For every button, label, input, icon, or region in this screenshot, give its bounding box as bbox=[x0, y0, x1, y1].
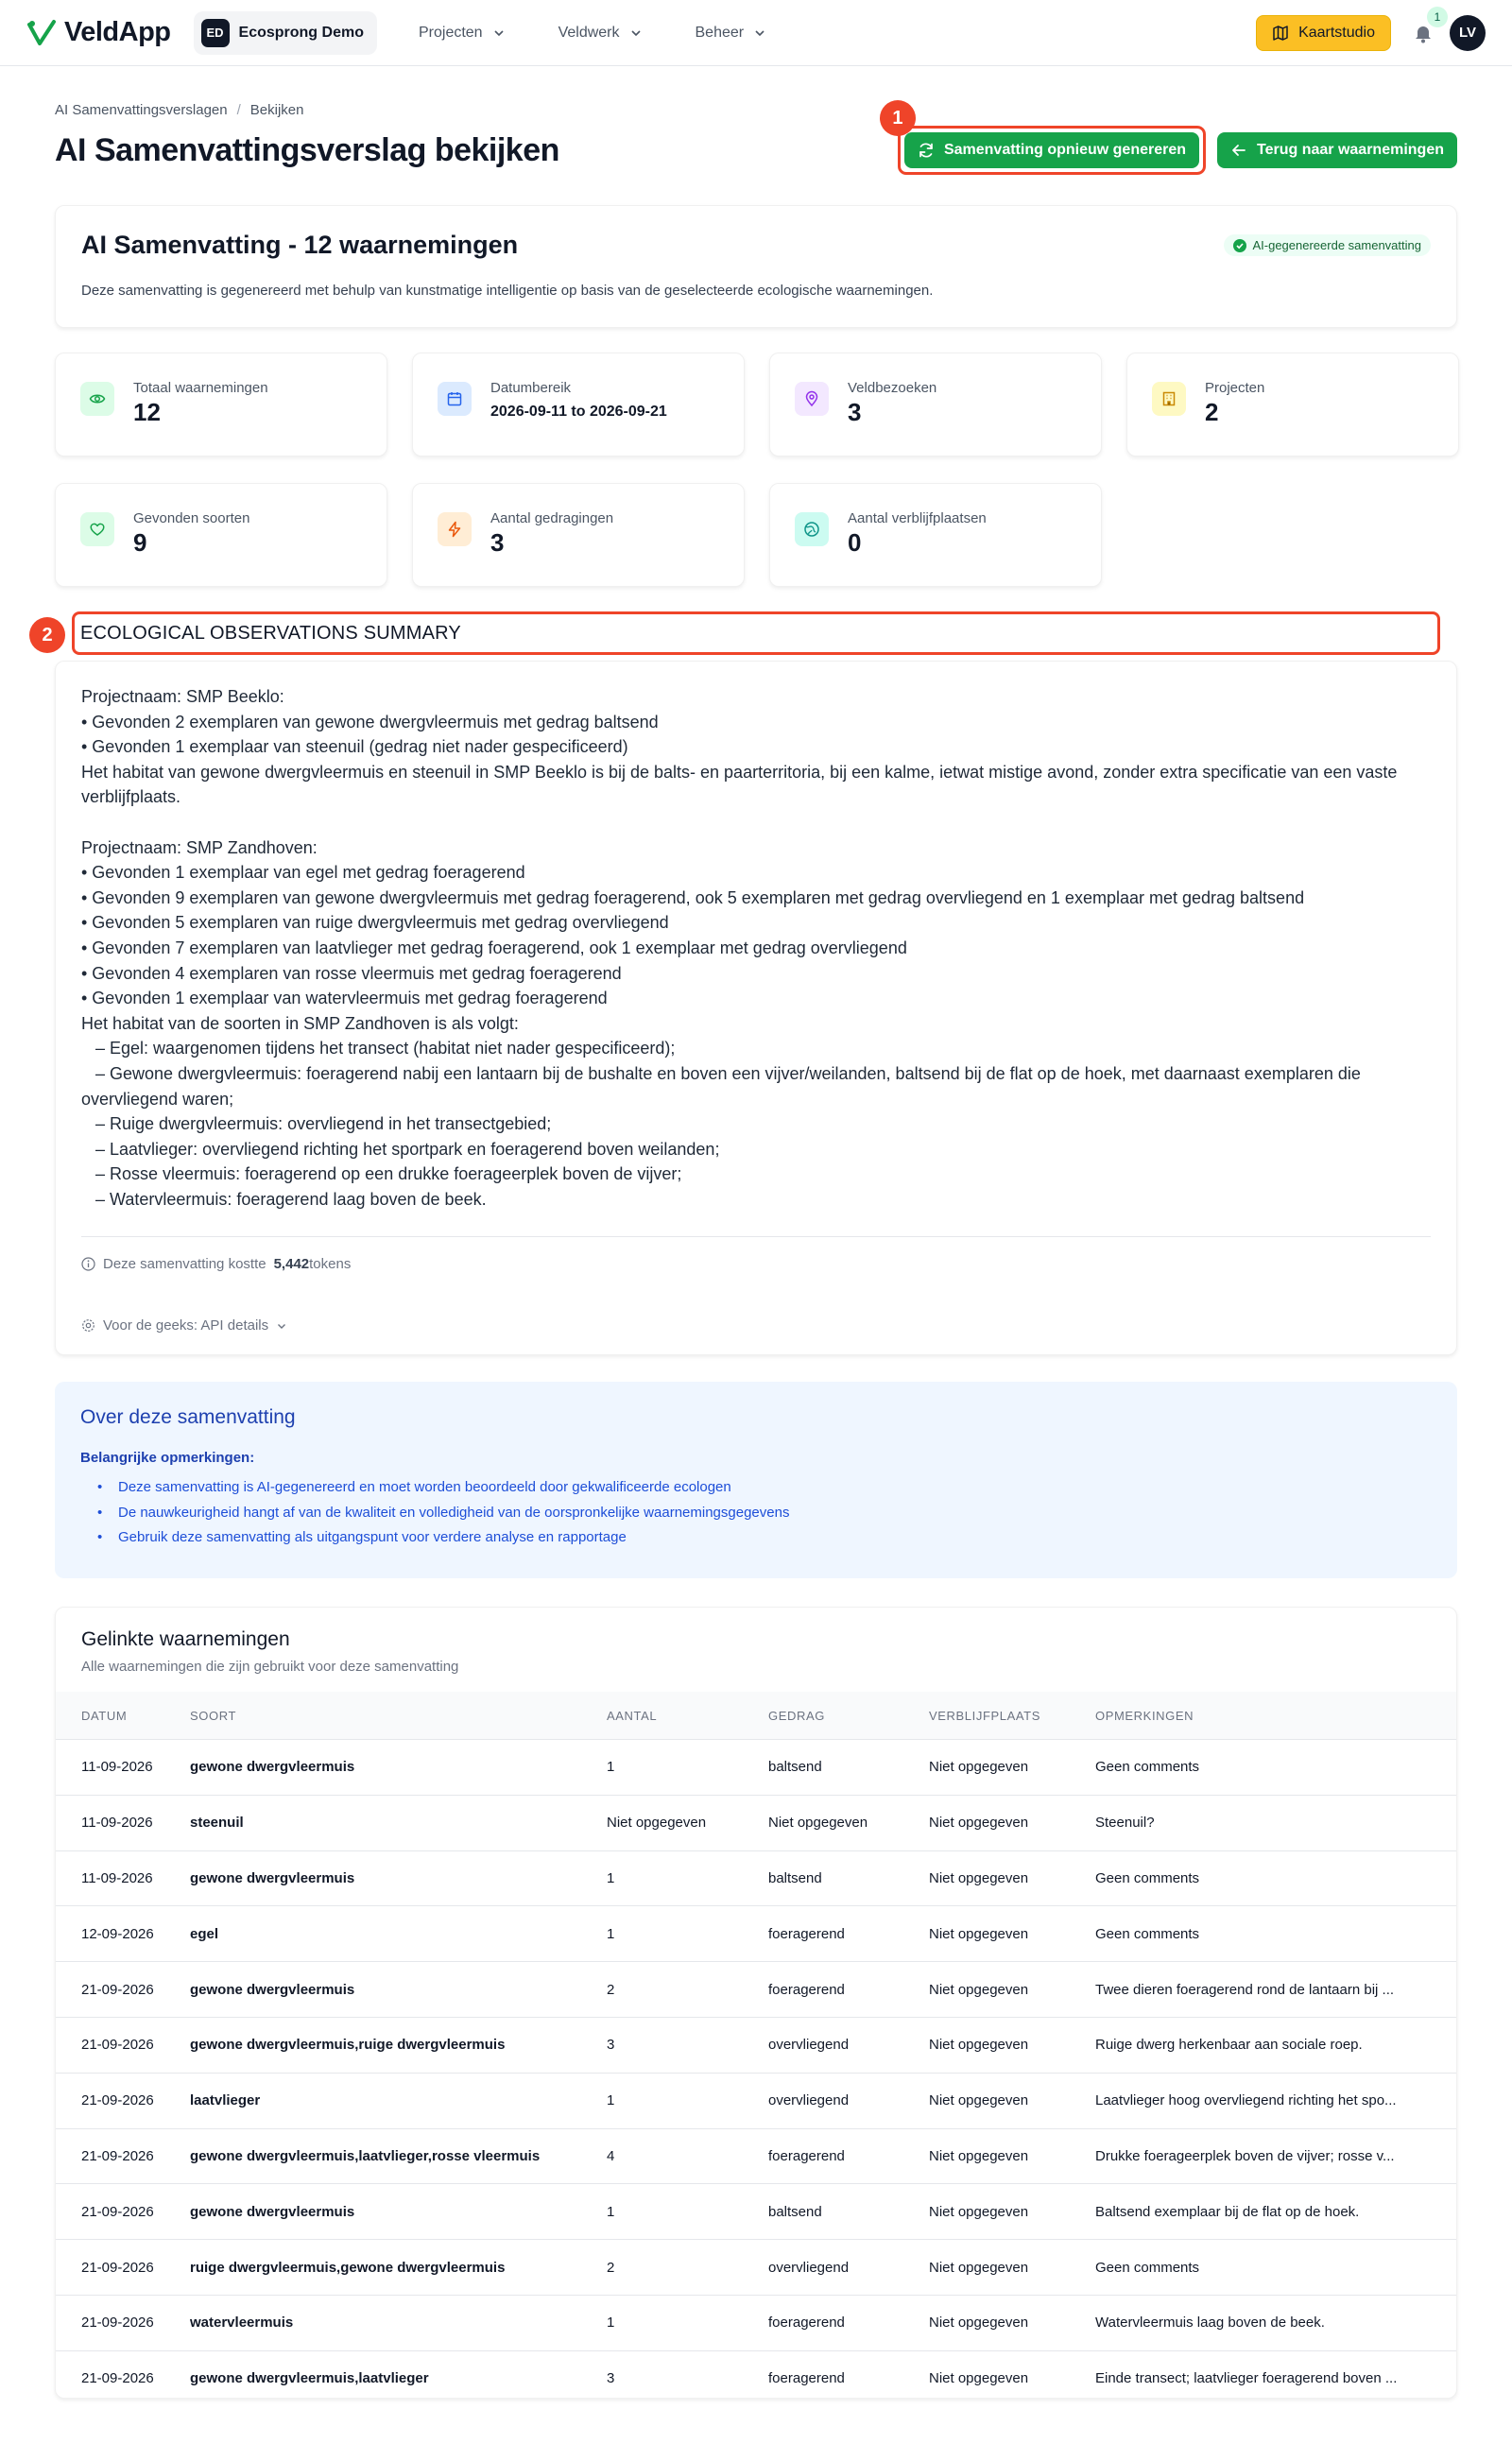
map-pin-icon bbox=[795, 382, 829, 416]
summary-text-line: – Rosse vleermuis: foeragerend op een drukke foerageerplek boven de vijver; bbox=[81, 1164, 682, 1184]
regenerate-summary-label: Samenvatting opnieuw genereren bbox=[943, 142, 1187, 158]
user-avatar[interactable]: LV bbox=[1450, 15, 1486, 51]
main-content bbox=[0, 102, 1512, 2399]
stat-label: Totaal waarnemingen bbox=[133, 380, 268, 396]
summary-text-line: – Ruige dwergvleermuis: overvliegend in het transectgebied; bbox=[81, 1114, 552, 1134]
table-cell: gewone dwergvleermuis,ruige dwergvleermuis bbox=[190, 2017, 607, 2073]
table-cell: Niet opgegeven bbox=[929, 1906, 1095, 1962]
summary-text-line: Het habitat van de soorten in SMP Zandhoven is als volgt: bbox=[81, 1013, 519, 1033]
table-cell: Niet opgegeven bbox=[929, 2128, 1095, 2184]
annotation-marker-1: 1 bbox=[880, 100, 916, 136]
stat-label: Veldbezoeken bbox=[848, 380, 937, 396]
stat-text bbox=[848, 510, 987, 558]
table-row[interactable] bbox=[56, 1850, 1456, 1906]
table-cell: gewone dwergvleermuis bbox=[190, 1962, 607, 2018]
table-row[interactable] bbox=[56, 2295, 1456, 2350]
stat-card bbox=[769, 353, 1102, 456]
breadcrumb-item-current: Bekijken bbox=[249, 102, 304, 118]
about-summary-list bbox=[80, 1475, 1432, 1551]
table-header-row bbox=[56, 1692, 1456, 1739]
table-cell: Niet opgegeven bbox=[929, 1795, 1095, 1850]
table-cell: Watervleermuis laag boven de beek. bbox=[1095, 2295, 1456, 2350]
table-cell: foeragerend bbox=[768, 2350, 929, 2399]
nav-projecten-label: Projecten bbox=[418, 24, 483, 41]
summary-text-line: • Gevonden 9 exemplaren van gewone dwergvleermuis met gedrag foeragerend, ook 5 exemplaren met gedrag overvliegend en 1 exemplaar met gedrag baltsend bbox=[81, 887, 1305, 907]
table-cell: 1 bbox=[607, 1906, 768, 1962]
column-header: SOORT bbox=[190, 1692, 607, 1739]
summary-description: Deze samenvatting is gegenereerd met behulp van kunstmatige intelligentie op basis van de geselecteerde ecologische waarnemingen. bbox=[81, 283, 934, 299]
back-to-observations-button[interactable] bbox=[1217, 132, 1457, 168]
stat-card bbox=[769, 483, 1102, 587]
stat-value: 12 bbox=[133, 398, 161, 426]
stat-label: Gevonden soorten bbox=[133, 510, 250, 526]
regenerate-summary-button[interactable] bbox=[904, 132, 1199, 168]
breadcrumb-separator: / bbox=[236, 102, 241, 118]
notifications-button[interactable] bbox=[1410, 9, 1441, 46]
stat-value: 0 bbox=[848, 528, 862, 557]
about-summary-subtitle: Belangrijke opmerkingen: bbox=[80, 1450, 255, 1467]
table-cell: 11-09-2026 bbox=[56, 1739, 190, 1795]
stat-label: Aantal gedragingen bbox=[490, 510, 614, 526]
table-cell: 21-09-2026 bbox=[56, 2017, 190, 2073]
veldapp-logo-icon bbox=[26, 19, 57, 47]
table-cell: overvliegend bbox=[768, 2240, 929, 2296]
app-logo[interactable] bbox=[26, 17, 171, 48]
table-cell: 4 bbox=[607, 2128, 768, 2184]
table-cell: 21-09-2026 bbox=[56, 2184, 190, 2240]
breadcrumb bbox=[55, 102, 1457, 118]
table-row[interactable] bbox=[56, 2017, 1456, 2073]
gear-icon bbox=[81, 1318, 95, 1333]
nav-beheer[interactable] bbox=[669, 25, 794, 42]
about-summary-title: Over deze samenvatting bbox=[80, 1406, 296, 1429]
table-cell: 21-09-2026 bbox=[56, 2240, 190, 2296]
summary-header-card bbox=[55, 205, 1457, 328]
table-cell: Niet opgegeven bbox=[929, 1739, 1095, 1795]
column-header: DATUM bbox=[56, 1692, 190, 1739]
about-summary-list-item: • Deze samenvatting is AI-gegenereerd en moet worden beoordeeld door gekwalificeerde ecologen bbox=[80, 1475, 1432, 1501]
table-cell: Niet opgegeven bbox=[929, 2184, 1095, 2240]
linked-observations-table bbox=[56, 1692, 1456, 2399]
about-summary-list-item: • Gebruik deze samenvatting als uitgangspunt voor verdere analyse en rapportage bbox=[80, 1525, 1432, 1551]
calendar-icon bbox=[438, 382, 472, 416]
api-details-label: Voor de geeks: API details bbox=[103, 1317, 269, 1334]
back-to-observations-label: Terug naar waarnemingen bbox=[1257, 142, 1444, 158]
token-usage-prefix: Deze samenvatting kostte bbox=[103, 1256, 266, 1273]
table-cell: Einde transect; laatvlieger foeragerend boven ... bbox=[1095, 2350, 1456, 2399]
table-row[interactable] bbox=[56, 2184, 1456, 2240]
stat-card bbox=[412, 483, 745, 587]
heart-icon bbox=[80, 512, 114, 546]
page-title: AI Samenvattingsverslag bekijken bbox=[55, 131, 559, 168]
table-cell: Twee dieren foeragerend rond de lantaarn bij ... bbox=[1095, 1962, 1456, 2018]
table-cell: foeragerend bbox=[768, 1906, 929, 1962]
table-cell: foeragerend bbox=[768, 2128, 929, 2184]
stat-text bbox=[133, 380, 268, 427]
about-summary-list-item: • De nauwkeurigheid hangt af van de kwaliteit en volledigheid van de oorspronkelijke waarnemingsgegevens bbox=[80, 1501, 1432, 1526]
table-cell: Geen comments bbox=[1095, 1850, 1456, 1906]
column-header: GEDRAG bbox=[768, 1692, 929, 1739]
info-icon bbox=[81, 1257, 95, 1271]
stat-text bbox=[848, 380, 936, 427]
kaartstudio-label: Kaartstudio bbox=[1298, 24, 1375, 41]
summary-text-line: • Gevonden 5 exemplaren van ruige dwergvleermuis met gedrag overvliegend bbox=[81, 913, 669, 933]
table-cell: 21-09-2026 bbox=[56, 2350, 190, 2399]
api-details-toggle[interactable] bbox=[81, 1317, 1431, 1334]
summary-text-line bbox=[81, 810, 1431, 835]
regenerate-annotation-frame bbox=[892, 107, 1206, 175]
nav-veldwerk[interactable] bbox=[532, 25, 669, 42]
summary-title: AI Samenvatting - 12 waarnemingen bbox=[81, 231, 519, 259]
table-cell: Laatvlieger hoog overvliegend richting het spo... bbox=[1095, 2073, 1456, 2128]
table-cell: watervleermuis bbox=[190, 2295, 607, 2350]
map-icon bbox=[1272, 25, 1289, 42]
table-cell: Niet opgegeven bbox=[607, 1795, 768, 1850]
linked-observations-card bbox=[55, 1607, 1457, 2399]
table-cell: Niet opgegeven bbox=[929, 1962, 1095, 2018]
ecological-summary-text bbox=[81, 684, 1431, 1212]
about-summary-box bbox=[55, 1382, 1457, 1578]
table-cell: Geen comments bbox=[1095, 2240, 1456, 2296]
stat-label: Aantal verblijfplaatsen bbox=[848, 510, 987, 526]
table-cell: gewone dwergvleermuis,laatvlieger,rosse vleermuis bbox=[190, 2128, 607, 2184]
table-cell: 1 bbox=[607, 2073, 768, 2128]
annotation-marker-2: 2 bbox=[29, 617, 65, 653]
table-cell: laatvlieger bbox=[190, 2073, 607, 2128]
table-cell: gewone dwergvleermuis,laatvlieger bbox=[190, 2350, 607, 2399]
breadcrumb-item-summaries[interactable]: AI Samenvattingsverslagen bbox=[55, 102, 228, 118]
table-cell: Niet opgegeven bbox=[929, 2295, 1095, 2350]
arrow-left-icon bbox=[1230, 142, 1247, 159]
ecological-summary-section bbox=[42, 611, 1457, 1355]
org-initials-badge: ED bbox=[201, 19, 230, 47]
globe-icon bbox=[795, 512, 829, 546]
table-cell: 1 bbox=[607, 2295, 768, 2350]
table-cell: egel bbox=[190, 1906, 607, 1962]
table-cell: Niet opgegeven bbox=[929, 2350, 1095, 2399]
chevron-down-icon bbox=[753, 26, 766, 40]
table-cell: Niet opgegeven bbox=[929, 1850, 1095, 1906]
table-cell: gewone dwergvleermuis bbox=[190, 1850, 607, 1906]
organization-switcher[interactable] bbox=[194, 11, 377, 55]
table-row[interactable] bbox=[56, 2240, 1456, 2296]
table-cell: 1 bbox=[607, 1850, 768, 1906]
summary-text-line: • Gevonden 1 exemplaar van egel met gedrag foeragerend bbox=[81, 863, 525, 883]
stat-text bbox=[1205, 380, 1264, 427]
summary-text-line: Projectnaam: SMP Beeklo: bbox=[81, 687, 284, 706]
table-cell: ruige dwergvleermuis,gewone dwergvleermuis bbox=[190, 2240, 607, 2296]
stat-text bbox=[490, 510, 613, 558]
summary-text-line: • Gevonden 1 exemplaar van steenuil (gedrag niet nader gespecificeerd) bbox=[81, 737, 628, 757]
table-cell: 2 bbox=[607, 2240, 768, 2296]
divider bbox=[81, 1236, 1431, 1237]
table-cell: 21-09-2026 bbox=[56, 2128, 190, 2184]
table-cell: overvliegend bbox=[768, 2073, 929, 2128]
chevron-down-icon bbox=[492, 26, 506, 40]
table-cell: Niet opgegeven bbox=[929, 2017, 1095, 2073]
table-cell: gewone dwergvleermuis bbox=[190, 1739, 607, 1795]
ecological-summary-card bbox=[55, 661, 1457, 1355]
stat-value: 3 bbox=[848, 398, 862, 426]
column-header: AANTAL bbox=[607, 1692, 768, 1739]
ai-generated-badge-label: AI-gegenereerde samenvatting bbox=[1252, 238, 1421, 252]
linked-observations-title: Gelinkte waarnemingen bbox=[81, 1628, 290, 1651]
column-header: VERBLIJFPLAATS bbox=[929, 1692, 1095, 1739]
kaartstudio-button[interactable] bbox=[1256, 15, 1391, 51]
ai-generated-badge bbox=[1224, 234, 1431, 256]
table-cell: foeragerend bbox=[768, 2295, 929, 2350]
summary-title-row bbox=[81, 231, 1431, 260]
stats-grid bbox=[55, 353, 1457, 587]
stat-card bbox=[412, 353, 745, 456]
summary-text-line: Het habitat van gewone dwergvleermuis en steenuil in SMP Beeklo is bij de balts- en paarterritoria, bij een kalme, ietwat mistige avond, zonder extra specificatie van een vaste verblijfplaats. bbox=[81, 762, 1402, 807]
table-cell: 21-09-2026 bbox=[56, 2295, 190, 2350]
table-cell: 21-09-2026 bbox=[56, 1962, 190, 2018]
stat-value: 2026-09-11 to 2026-09-21 bbox=[490, 404, 667, 420]
table-row[interactable] bbox=[56, 2073, 1456, 2128]
table-row[interactable] bbox=[56, 2128, 1456, 2184]
stat-text bbox=[490, 380, 667, 421]
table-cell: Baltsend exemplaar bij de flat op de hoek. bbox=[1095, 2184, 1456, 2240]
stat-label: Datumbereik bbox=[490, 380, 572, 396]
nav-projecten[interactable] bbox=[392, 25, 532, 42]
table-row[interactable] bbox=[56, 1795, 1456, 1850]
linked-observations-subtitle: Alle waarnemingen die zijn gebruikt voor deze samenvatting bbox=[81, 1659, 459, 1676]
summary-text-line: – Gewone dwergvleermuis: foeragerend nabij een lantaarn bij de bushalte en boven een vijver/weilanden, baltsend bij de flat op de hoek, met daarnaast exemplaren die overvliegend waren; bbox=[81, 1063, 1366, 1109]
stat-label: Projecten bbox=[1205, 380, 1265, 396]
table-cell: Drukke foerageerplek boven de vijver; rosse v... bbox=[1095, 2128, 1456, 2184]
table-cell: Niet opgegeven bbox=[768, 1795, 929, 1850]
table-cell: steenuil bbox=[190, 1795, 607, 1850]
bolt-icon bbox=[438, 512, 472, 546]
nav-veldwerk-label: Veldwerk bbox=[558, 24, 620, 41]
table-cell: Ruige dwerg herkenbaar aan sociale roep. bbox=[1095, 2017, 1456, 2073]
table-cell: gewone dwergvleermuis bbox=[190, 2184, 607, 2240]
table-cell: 1 bbox=[607, 2184, 768, 2240]
summary-text-line: – Laatvlieger: overvliegend richting het sportpark en foeragerend boven weilanden; bbox=[81, 1139, 720, 1159]
token-usage-value: 5,442 bbox=[273, 1256, 310, 1273]
table-row[interactable] bbox=[56, 1906, 1456, 1962]
summary-text-line: – Egel: waargenomen tijdens het transect (habitat niet nader gespecificeerd); bbox=[81, 1039, 676, 1058]
summary-text-line: • Gevonden 4 exemplaren van rosse vleermuis met gedrag foeragerend bbox=[81, 963, 622, 983]
token-usage bbox=[81, 1256, 1431, 1272]
summary-text-line: Projectnaam: SMP Zandhoven: bbox=[81, 837, 318, 857]
table-cell: 3 bbox=[607, 2017, 768, 2073]
chevron-down-icon bbox=[276, 1320, 287, 1332]
table-cell: Geen comments bbox=[1095, 1739, 1456, 1795]
refresh-icon bbox=[918, 142, 935, 159]
summary-text-line: • Gevonden 2 exemplaren van gewone dwergvleermuis met gedrag baltsend bbox=[81, 712, 659, 731]
stat-card bbox=[55, 353, 387, 456]
table-cell: Geen comments bbox=[1095, 1906, 1456, 1962]
building-icon bbox=[1152, 382, 1186, 416]
table-row[interactable] bbox=[56, 1962, 1456, 2018]
table-cell: Steenuil? bbox=[1095, 1795, 1456, 1850]
summary-text-line: • Gevonden 1 exemplaar van watervleermuis met gedrag foeragerend bbox=[81, 989, 608, 1008]
app-name: VeldApp bbox=[64, 17, 171, 47]
ecological-summary-heading: ECOLOGICAL OBSERVATIONS SUMMARY bbox=[72, 611, 1440, 655]
org-name: Ecosprong Demo bbox=[238, 24, 364, 41]
token-usage-suffix: tokens bbox=[309, 1256, 352, 1273]
table-cell: Niet opgegeven bbox=[929, 2240, 1095, 2296]
table-cell: 12-09-2026 bbox=[56, 1906, 190, 1962]
table-body bbox=[56, 1739, 1456, 2399]
summary-text-line: – Watervleermuis: foeragerend laag boven de beek. bbox=[81, 1189, 487, 1209]
table-cell: baltsend bbox=[768, 2184, 929, 2240]
table-cell: 2 bbox=[607, 1962, 768, 2018]
check-circle-icon bbox=[1233, 239, 1246, 252]
table-cell: 11-09-2026 bbox=[56, 1795, 190, 1850]
column-header: OPMERKINGEN bbox=[1095, 1692, 1456, 1739]
table-cell: 3 bbox=[607, 2350, 768, 2399]
table-cell: baltsend bbox=[768, 1850, 929, 1906]
nav-beheer-label: Beheer bbox=[695, 24, 745, 41]
notification-count-badge: 1 bbox=[1427, 7, 1448, 27]
top-navigation bbox=[0, 0, 1512, 66]
header-actions bbox=[892, 107, 1457, 175]
table-cell: 1 bbox=[607, 1739, 768, 1795]
stat-value: 3 bbox=[490, 528, 505, 557]
eye-icon bbox=[80, 382, 114, 416]
table-cell: 11-09-2026 bbox=[56, 1850, 190, 1906]
table-cell: baltsend bbox=[768, 1739, 929, 1795]
stat-card bbox=[1126, 353, 1459, 456]
stat-card bbox=[55, 483, 387, 587]
table-cell: Niet opgegeven bbox=[929, 2073, 1095, 2128]
table-row[interactable] bbox=[56, 1739, 1456, 1795]
table-cell: foeragerend bbox=[768, 1962, 929, 2018]
stat-value: 9 bbox=[133, 528, 147, 557]
table-header bbox=[56, 1692, 1456, 1739]
table-row[interactable] bbox=[56, 2350, 1456, 2399]
stat-text bbox=[133, 510, 249, 558]
table-cell: 21-09-2026 bbox=[56, 2073, 190, 2128]
summary-text-line: • Gevonden 7 exemplaren van laatvlieger met gedrag foeragerend, ook 1 exemplaar met gedrag overvliegend bbox=[81, 938, 907, 957]
stat-value: 2 bbox=[1205, 398, 1219, 426]
table-cell: overvliegend bbox=[768, 2017, 929, 2073]
chevron-down-icon bbox=[629, 26, 643, 40]
